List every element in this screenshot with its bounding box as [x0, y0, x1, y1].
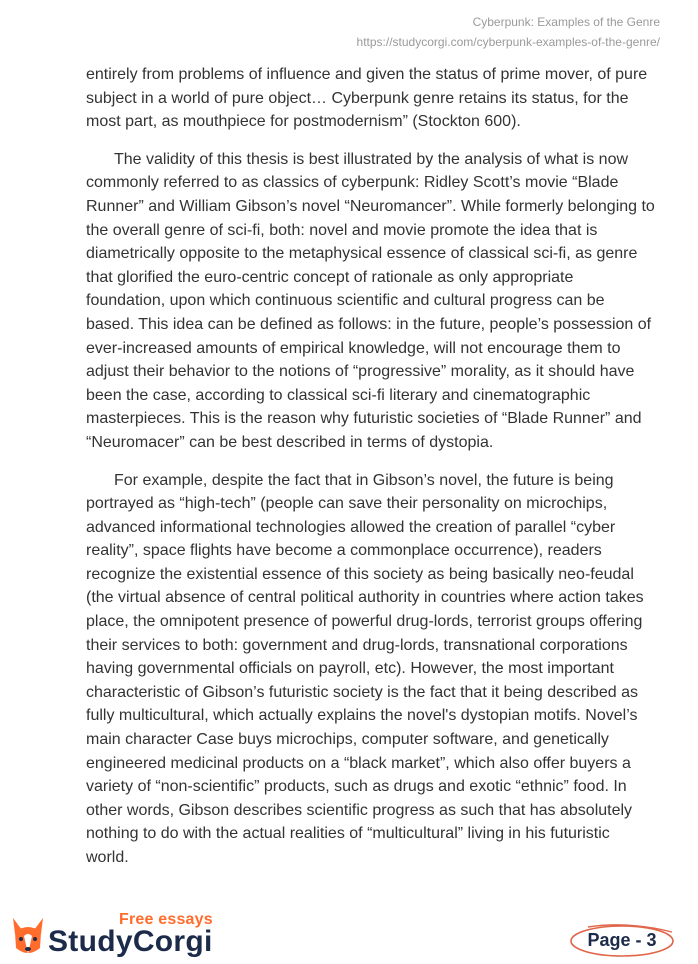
corgi-icon [10, 914, 46, 958]
document-title: Cyberpunk: Examples of the Genre [472, 15, 660, 29]
paragraph-example: For example, despite the fact that in Gibson’s novel, the future is being portrayed as “high-tech” (people can save their personality on microchips, advanced informational technologies allowed the creation of parallel “cyber reality”, space flights have become a commonplace occurrence), readers recognize the existential essence of this society as being basically neo-feudal (the virtual absence of central political authority in countries where action takes place, the omnipotent presence of powerful drug-lords, terrorist groups offering their services to both: government and drug-lords, transnational corporations having governmental officials on payroll, etc). However, the most important characteristic of Gibson’s futuristic society is the fact that it being described as fully multicultural, which actually explains the novel's dystopian motifs. Novel’s main character Case buys microchips, computer software, and genetically engineered medicinal products on a “black market”, which also offer buyers a variety of “non-scientific” products, such as drugs and exotic “ethnic” food. In other words, Gibson describes scientific progress as such that has absolutely nothing to do with the actual realities of “multicultural” living in his futuristic world. [86, 471, 644, 866]
paragraph-continuation: entirely from problems of influence and given the status of prime mover, of pure subject in a world of pure object… Cyberpunk genre retains its status, for the most part, as mouthpiece for postmodernism” (Stockton 600). [86, 66, 648, 131]
document-url[interactable]: https://studycorgi.com/cyberpunk-examples-of-the-genre/ [356, 35, 660, 49]
logo-tagline: Free essays [119, 911, 213, 928]
document-body [86, 63, 656, 884]
page-number-badge [568, 922, 676, 958]
page-number: Page - 3 [587, 930, 657, 950]
page-header [357, 12, 660, 52]
logo-brand-name[interactable]: StudyCorgi [48, 925, 213, 958]
paragraph-thesis: The validity of this thesis is best illustrated by the analysis of what is now commonly referred to as classics of cyberpunk: Ridley Scott’s movie “Blade Runner” and William Gibson’s novel “Neuromancer”. While formerly belonging to the overall genre of sci-fi, both: novel and movie promote the idea that is diametrically opposite to the metaphysical essence of classical sci-fi, as genre that glorified the euro-centric concept of rationale as only appropriate foundation, upon which continuous scientific and cultural progress can be based. This idea can be defined as follows: in the future, people’s possession of ever-increased amounts of empirical knowledge, will not encourage them to adjust their behavior to the notions of “progressive” morality, as it should have been the case, according to classical sci-fi literary and cinematographic masterpieces. This is the reason why futuristic societies of “Blade Runner” and “Neuromacer” can be best described in terms of dystopia. [86, 150, 655, 451]
